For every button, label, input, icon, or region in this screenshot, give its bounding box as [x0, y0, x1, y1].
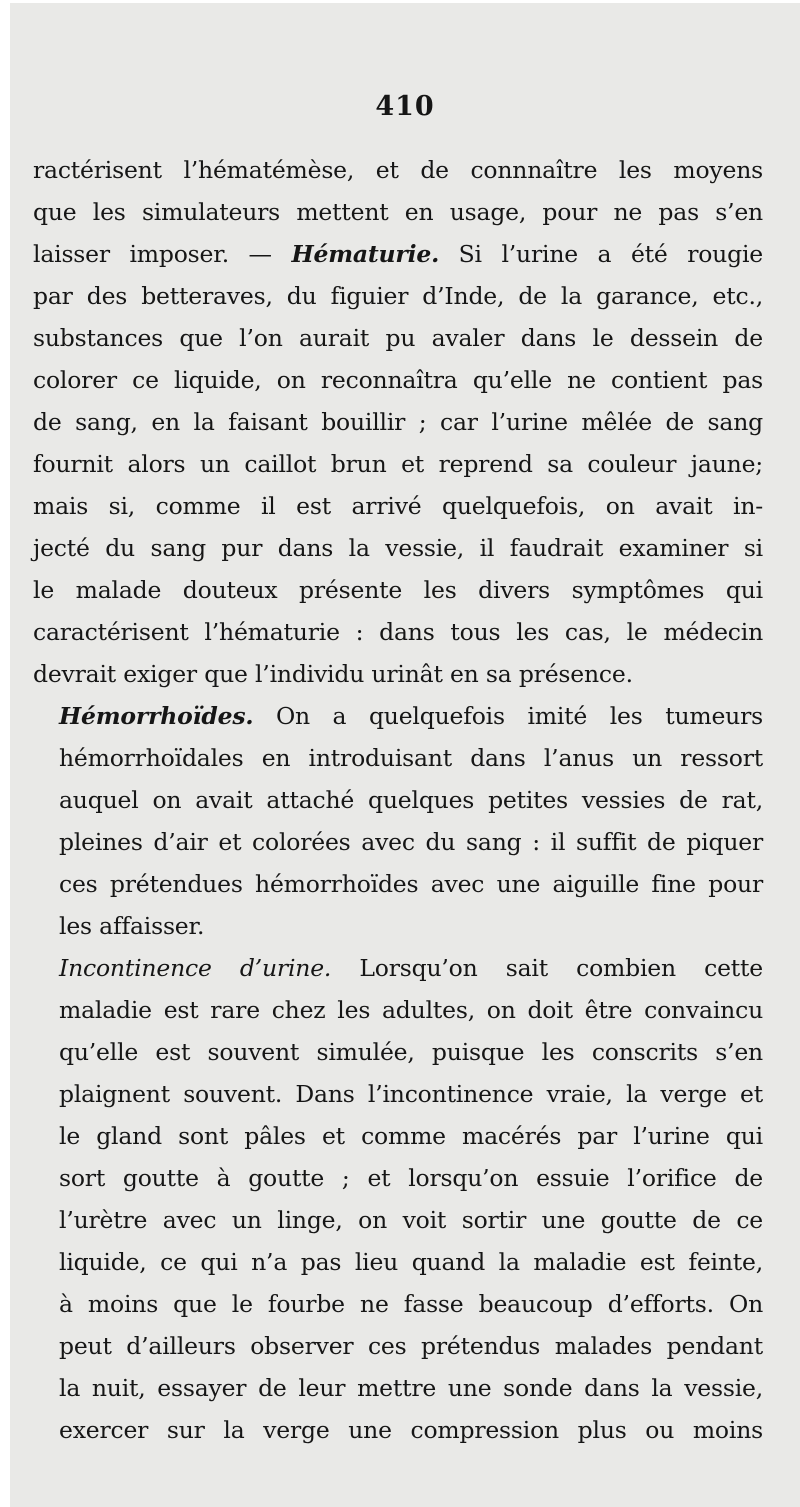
text-run: pleines d’air et colorées avec du sang : il suffit de piquer	[59, 828, 763, 856]
text-run: maladie est rare chez les adultes, on doit être convaincu	[59, 996, 763, 1024]
text-line	[33, 1157, 763, 1199]
text-run: hémorrhoïdales en introduisant dans l’anus un ressort	[59, 744, 763, 772]
text-run: caractérisent l’hématurie : dans tous les cas, le médecin	[33, 618, 763, 646]
text-line	[33, 527, 763, 569]
text-run: colorer ce liquide, on reconnaîtra qu’elle ne contient pas	[33, 366, 763, 394]
text-run: substances que l’on aurait pu avaler dans le dessein de	[33, 324, 763, 352]
text-line	[33, 1283, 763, 1325]
text-line	[33, 1115, 763, 1157]
text-run: liquide, ce qui n’a pas lieu quand la maladie est feinte,	[59, 1248, 763, 1276]
text-line	[33, 1031, 763, 1073]
text-run: auquel on avait attaché quelques petites vessies de rat,	[59, 786, 763, 814]
text-line	[33, 317, 763, 359]
text-run: jecté du sang pur dans la vessie, il faudrait examiner si	[33, 534, 763, 562]
text-line	[33, 149, 763, 191]
text-run: sort goutte à goutte ; et lorsqu’on essuie l’orifice de	[59, 1164, 763, 1192]
text-run: On a quelquefois imité les tumeurs	[253, 702, 763, 730]
italic-heading: Hémorrhoïdes.	[59, 702, 254, 730]
text-line	[33, 1325, 763, 1367]
text-run: qu’elle est souvent simulée, puisque les conscrits s’en	[59, 1038, 763, 1066]
italic-heading: Hématurie.	[291, 240, 440, 268]
text-run: Si l’urine a été rougie	[439, 240, 763, 268]
text-line	[33, 989, 763, 1031]
text-line	[33, 695, 763, 737]
text-line	[33, 947, 763, 989]
text-line	[33, 359, 763, 401]
text-line	[33, 737, 763, 779]
text-run: que les simulateurs mettent en usage, pour ne pas s’en	[33, 198, 763, 226]
text-line	[33, 401, 763, 443]
text-line	[33, 569, 763, 611]
text-line	[33, 905, 763, 947]
paragraph	[33, 947, 763, 1451]
text-line	[33, 485, 763, 527]
text-run: devrait exiger que l’individu urinât en sa présence.	[33, 660, 633, 688]
text-run: mais si, comme il est arrivé quelquefois, on avait in-	[33, 492, 763, 520]
text-line	[33, 821, 763, 863]
text-line	[33, 653, 763, 695]
text-run: le gland sont pâles et comme macérés par l’urine qui	[59, 1122, 763, 1150]
text-line	[33, 233, 763, 275]
text-run: le malade douteux présente les divers symptômes qui	[33, 576, 763, 604]
text-run: peut d’ailleurs observer ces prétendus malades pendant	[59, 1332, 763, 1360]
text-line	[33, 1241, 763, 1283]
text-line	[33, 1073, 763, 1115]
text-line	[33, 863, 763, 905]
text-run: par des betteraves, du figuier d’Inde, de la garance, etc.,	[33, 282, 763, 310]
text-run: la nuit, essayer de leur mettre une sonde dans la vessie,	[59, 1374, 763, 1402]
text-line	[33, 611, 763, 653]
paragraph	[33, 149, 763, 695]
text-run: laisser imposer. —	[33, 240, 292, 268]
text-run: de sang, en la faisant bouillir ; car l’urine mêlée de sang	[33, 408, 763, 436]
text-run: ces prétendues hémorrhoïdes avec une aiguille fine pour	[59, 870, 763, 898]
text-line	[33, 443, 763, 485]
italic-heading: Incontinence d’urine.	[59, 954, 332, 982]
page-number: 410	[375, 91, 435, 122]
text-run: fournit alors un caillot brun et reprend sa couleur jaune;	[33, 450, 763, 478]
text-line	[33, 275, 763, 317]
text-line	[33, 191, 763, 233]
text-run: plaignent souvent. Dans l’incontinence vraie, la verge et	[59, 1080, 763, 1108]
text-run: exercer sur la verge une compression plus ou moins	[59, 1416, 763, 1444]
text-line	[33, 1367, 763, 1409]
text-line	[33, 779, 763, 821]
text-run: l’urètre avec un linge, on voit sortir une goutte de ce	[59, 1206, 763, 1234]
text-line	[33, 1199, 763, 1241]
paragraph	[33, 695, 763, 947]
text-run: les affaisser.	[59, 912, 205, 940]
text-run: ractérisent l’hématémèse, et de connnaître les moyens	[33, 156, 763, 184]
text-line	[33, 1409, 763, 1451]
body-text	[33, 149, 763, 1451]
text-run: à moins que le fourbe ne fasse beaucoup d’efforts. On	[59, 1290, 763, 1318]
text-run: Lorsqu’on sait combien cette	[331, 954, 763, 982]
